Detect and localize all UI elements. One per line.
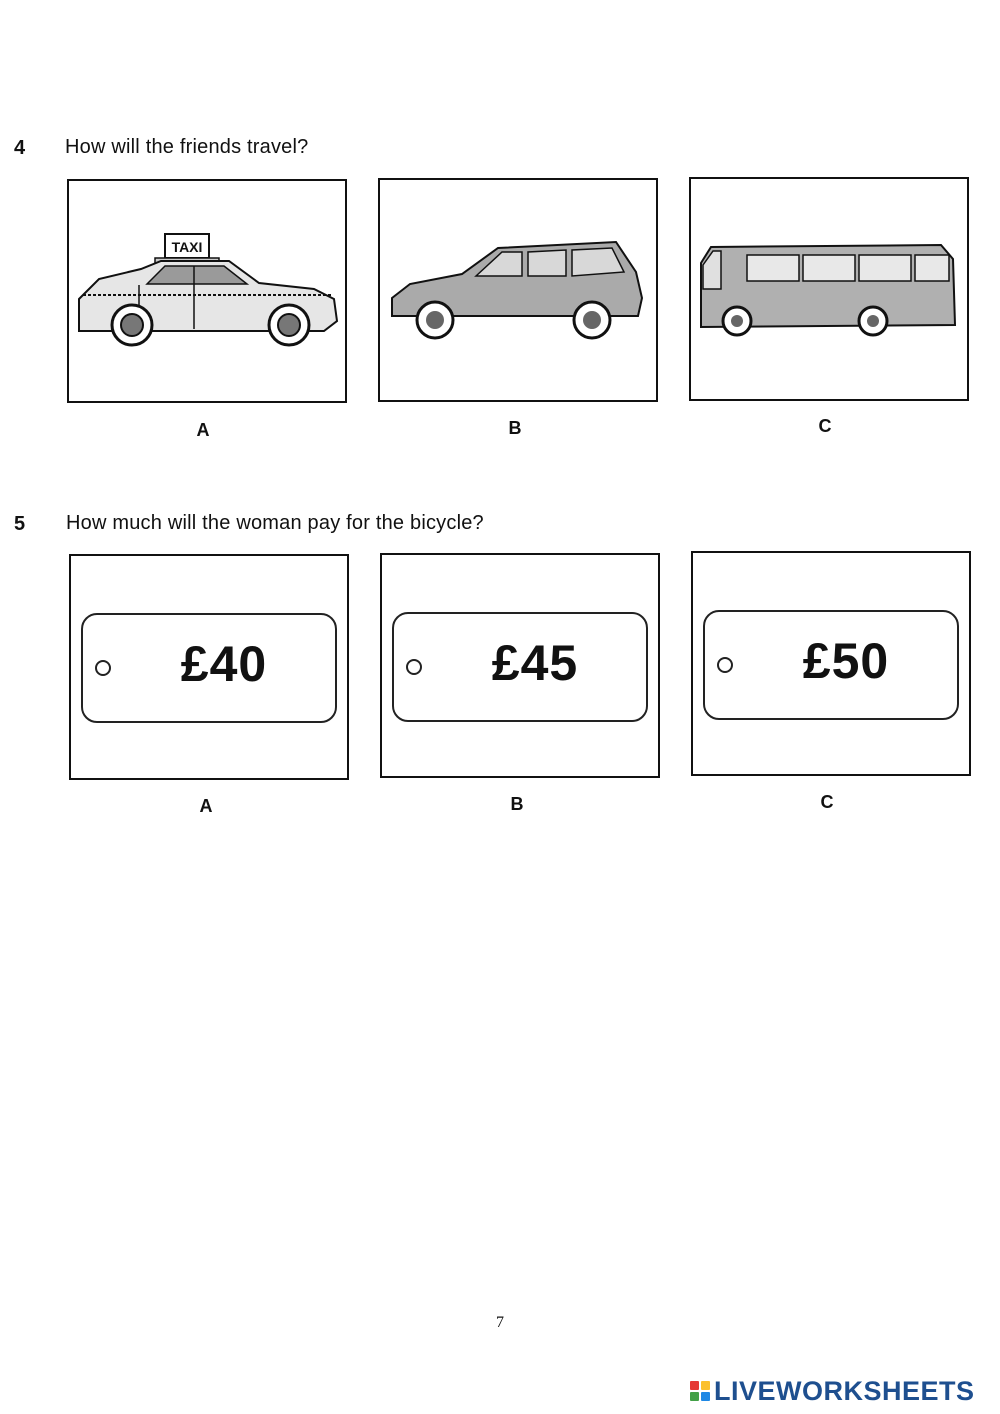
option-a-label: A [199, 796, 213, 816]
price-value: £40 [180, 636, 268, 692]
tag-hole-icon [95, 660, 111, 676]
option-a-taxi-box[interactable] [67, 179, 347, 403]
tag-hole-icon [717, 657, 733, 673]
brand-name: LIVEWORKSHEETS [714, 1375, 975, 1406]
question-text: How will the friends travel? [65, 136, 309, 158]
price-tag [392, 612, 648, 722]
option-c-label: C [818, 416, 832, 436]
option-c-label: C [820, 792, 834, 812]
question-number: 4 [14, 137, 26, 159]
price-value: £45 [491, 635, 579, 691]
option-c-price-box[interactable] [691, 551, 971, 776]
option-b-label: B [510, 794, 524, 814]
question-text: How much will the woman pay for the bicycle? [66, 512, 484, 534]
taxi-sign-label: TAXI [171, 239, 203, 255]
question-number: 5 [14, 513, 26, 535]
taxi-icon [69, 181, 345, 401]
tag-hole-icon [406, 659, 422, 675]
option-b-price-box[interactable] [380, 553, 660, 778]
page-number: 7 [496, 1314, 504, 1331]
price-tag [703, 610, 959, 720]
liveworksheets-logo[interactable] [690, 1374, 975, 1408]
price-value: £50 [802, 633, 890, 689]
option-c-bus-box[interactable] [689, 177, 969, 401]
price-tag [81, 613, 337, 723]
liveworksheets-logo-icon [690, 1381, 710, 1401]
car-icon [380, 180, 656, 400]
option-b-label: B [508, 418, 522, 438]
option-b-car-box[interactable] [378, 178, 658, 402]
bus-icon [691, 179, 967, 399]
option-a-label: A [196, 420, 210, 440]
option-a-price-box[interactable] [69, 554, 349, 780]
